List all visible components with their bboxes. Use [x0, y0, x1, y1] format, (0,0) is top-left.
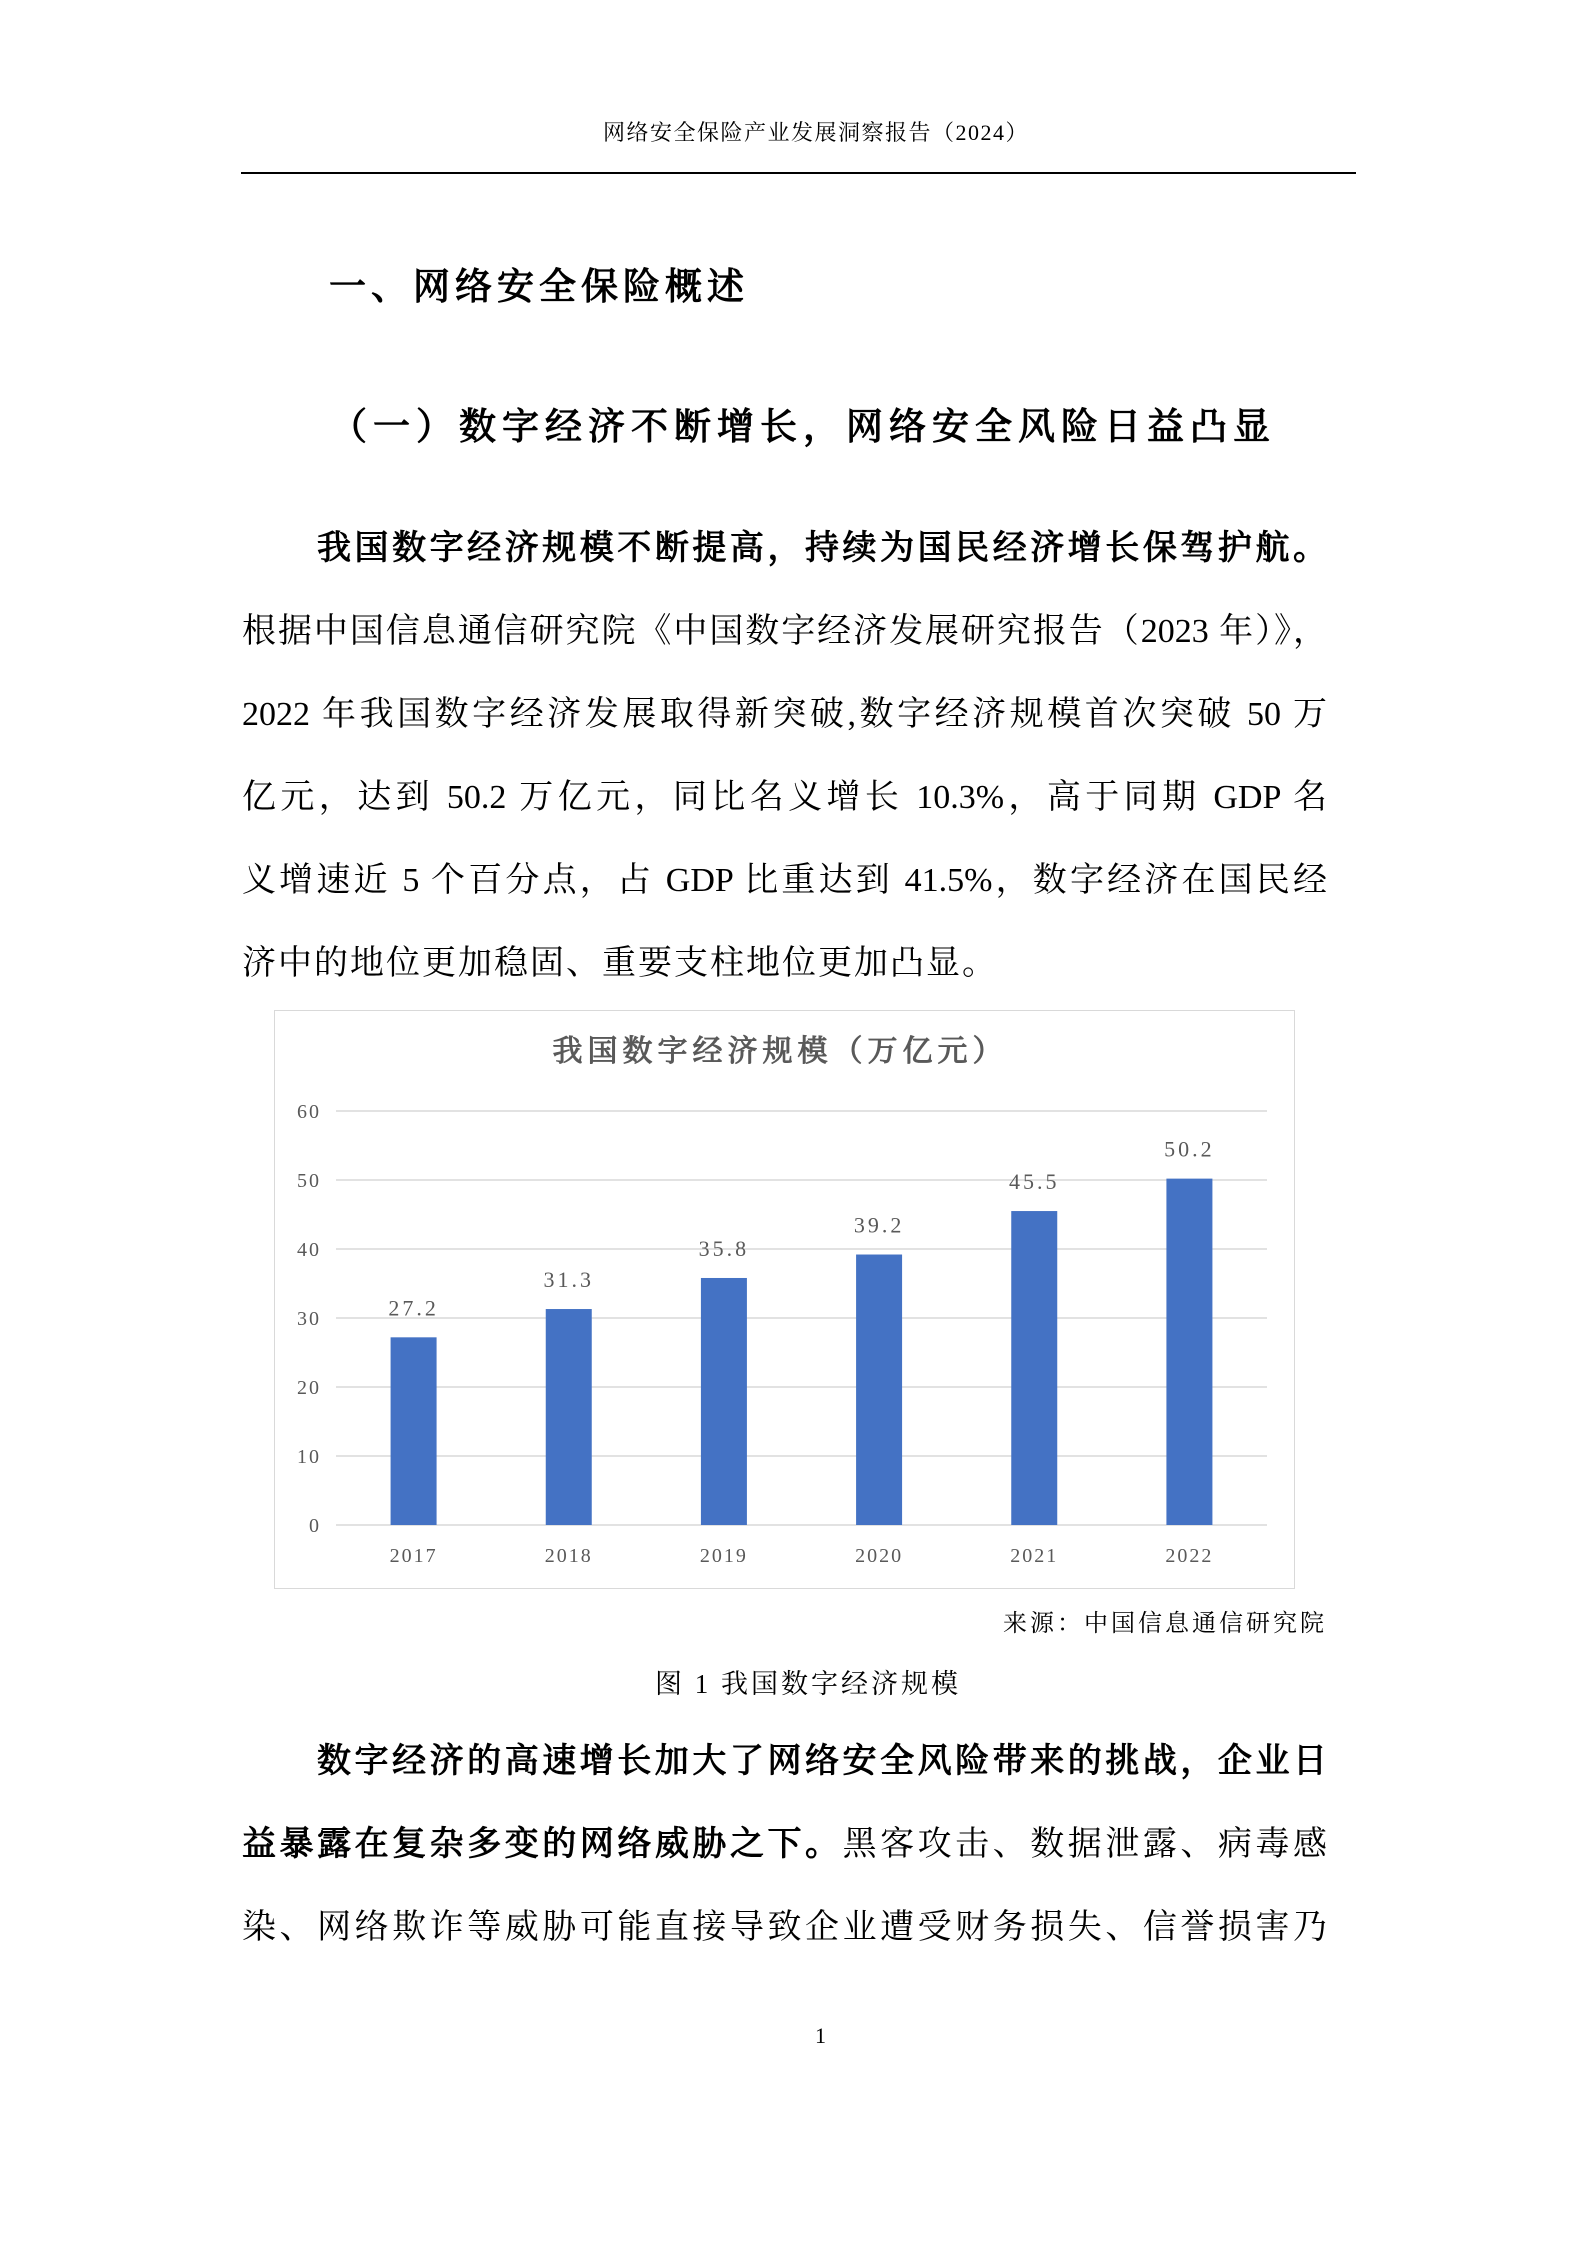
chart-canvas — [275, 1011, 1296, 1590]
running-header: 网络安全保险产业发展洞察报告（2024） — [603, 120, 1030, 145]
y-tick-label: 10 — [297, 1446, 321, 1468]
data-label: 35.8 — [698, 1235, 750, 1261]
y-tick-label: 60 — [297, 1101, 321, 1123]
x-tick-label: 2018 — [544, 1545, 593, 1567]
chart-bars — [391, 1179, 1213, 1525]
paragraph-1 — [242, 507, 1327, 1005]
page-number: 1 — [815, 2023, 826, 2048]
paragraph-line — [242, 1803, 1327, 1886]
paragraph-regular-segment: 黑客攻击、数据泄露、病毒感 — [842, 1826, 1327, 1863]
x-tick-label: 2021 — [1010, 1545, 1059, 1567]
y-tick-label: 30 — [297, 1308, 321, 1330]
bar-2018 — [546, 1309, 592, 1525]
header-divider — [241, 172, 1356, 174]
data-label: 39.2 — [853, 1212, 905, 1238]
x-tick-label: 2022 — [1165, 1545, 1214, 1567]
paragraph-line: 义增速近 5 个百分点，占 GDP 比重达到 41.5%，数字经济在国民经 — [242, 862, 1327, 899]
data-label: 31.3 — [543, 1267, 594, 1293]
paragraph-line: 数字经济的高速增长加大了网络安全风险带来的挑战，企业日 — [317, 1743, 1327, 1780]
paragraph-line: 2022 年我国数字经济发展取得新突破,数字经济规模首次突破 50 万 — [242, 696, 1327, 733]
data-label: 45.5 — [1009, 1169, 1060, 1195]
figure-caption: 图 1 我国数字经济规模 — [655, 1669, 961, 1699]
data-label: 50.2 — [1164, 1136, 1215, 1162]
x-tick-label: 2019 — [699, 1545, 748, 1567]
data-label: 27.2 — [388, 1295, 439, 1321]
bar-2017 — [391, 1337, 437, 1525]
bar-chart — [274, 1010, 1295, 1589]
chart-title: 我国数字经济规模（万亿元） — [552, 1035, 1008, 1068]
paragraph-2 — [242, 1720, 1327, 1969]
paragraph-line: 染、网络欺诈等威胁可能直接导致企业遭受财务损失、信誉损害乃 — [242, 1909, 1327, 1946]
bar-2020 — [856, 1255, 902, 1525]
x-tick-label: 2017 — [389, 1545, 438, 1567]
y-tick-label: 20 — [297, 1377, 321, 1399]
subsection-heading: （一）数字经济不断增长，网络安全风险日益凸显 — [330, 407, 1276, 448]
section-heading: 一、网络安全保险概述 — [329, 267, 749, 308]
paragraph-line: 济中的地位更加稳固、重要支柱地位更加凸显。 — [242, 945, 998, 982]
bar-2022 — [1166, 1179, 1212, 1525]
paragraph-line: 根据中国信息通信研究院《中国数字经济发展研究报告（2023 年）》， — [242, 613, 1327, 650]
y-tick-label: 0 — [309, 1515, 321, 1537]
figure-source: 来源：中国信息通信研究院 — [1003, 1611, 1327, 1637]
paragraph-bold-segment: 益暴露在复杂多变的网络威胁之下。 — [242, 1826, 843, 1863]
y-tick-label: 40 — [297, 1239, 321, 1261]
paragraph-lead-sentence: 我国数字经济规模不断提高，持续为国民经济增长保驾护航。 — [317, 530, 1327, 567]
bar-2019 — [701, 1278, 747, 1525]
paragraph-line: 亿元，达到 50.2 万亿元，同比名义增长 10.3%，高于同期 GDP 名 — [242, 779, 1327, 816]
x-tick-label: 2020 — [855, 1545, 904, 1567]
y-tick-label: 50 — [297, 1170, 321, 1192]
bar-2021 — [1011, 1211, 1057, 1525]
chart-gridlines — [336, 1111, 1267, 1525]
